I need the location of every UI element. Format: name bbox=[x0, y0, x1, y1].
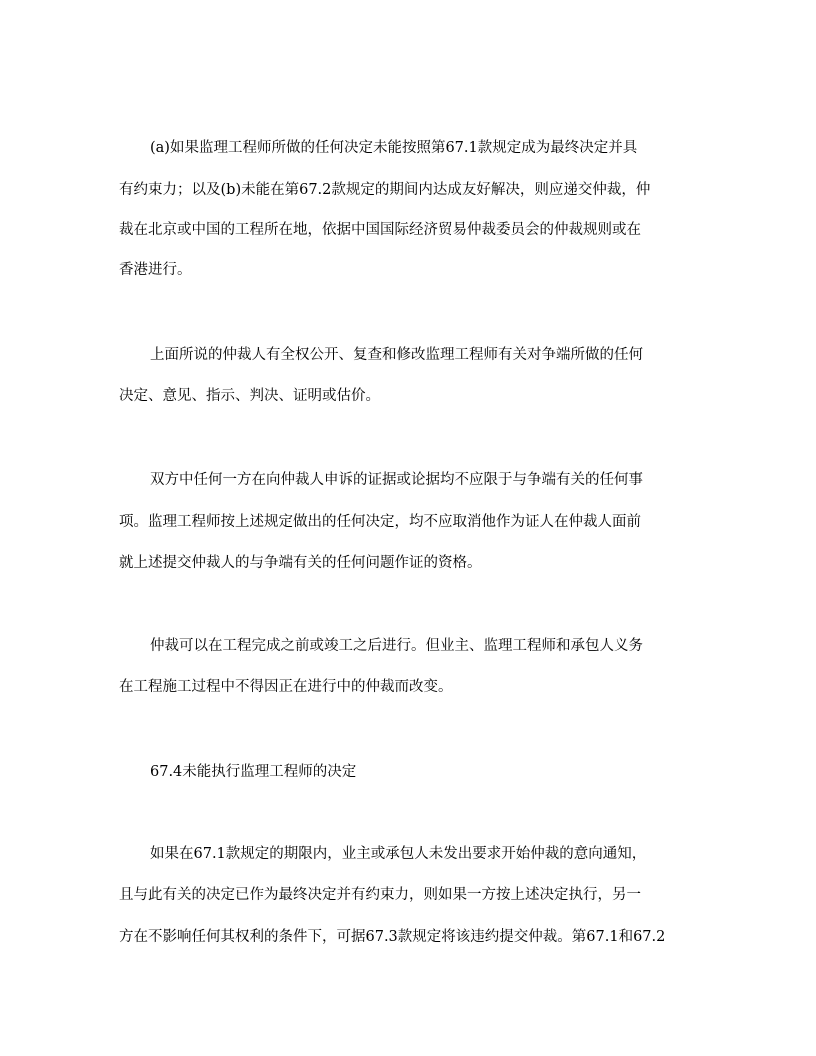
paragraph-line: 仲裁可以在工程完成之前或竣工之后进行。但业主、监理工程师和承包人义务 bbox=[150, 638, 643, 654]
paragraph-line: 就上述提交仲裁人的与争端有关的任何问题作证的资格。 bbox=[119, 555, 482, 571]
section-heading: 67.4未能执行监理工程师的决定 bbox=[150, 764, 357, 780]
paragraph-line: 项。监理工程师按上述规定做出的任何决定，均不应取消他作为证人在仲裁人面前 bbox=[119, 514, 641, 530]
paragraph-line: 在工程施工过程中不得因正在进行中的仲裁而改变。 bbox=[119, 679, 453, 695]
paragraph-line: 且与此有关的决定已作为最终决定并有约束力，则如果一方按上述决定执行，另一 bbox=[119, 887, 641, 903]
paragraph-line: 有约束力；以及(b)未能在第67.2款规定的期间内达成友好解决，则应递交仲裁，仲 bbox=[119, 182, 651, 198]
paragraph-line: 方在不影响任何其权利的条件下，可据67.3款规定将该违约提交仲裁。第67.1和67.2 bbox=[119, 929, 666, 945]
paragraph-line: 决定、意见、指示、判决、证明或估价。 bbox=[119, 388, 380, 404]
paragraph-line: 上面所说的仲裁人有全权公开、复查和修改监理工程师有关对争端所做的任何 bbox=[150, 347, 643, 363]
paragraph-line: 裁在北京或中国的工程所在地，依据中国国际经济贸易仲裁委员会的仲裁规则或在 bbox=[119, 222, 641, 238]
paragraph-line: (a)如果监理工程师所做的任何决定未能按照第67.1款规定成为最终决定并具 bbox=[150, 140, 638, 156]
paragraph-line: 双方中任何一方在向仲裁人申诉的证据或论据均不应限于与争端有关的任何事 bbox=[150, 472, 643, 488]
paragraph-line: 香港进行。 bbox=[119, 262, 192, 278]
paragraph-line: 如果在67.1款规定的期限内，业主或承包人未发出要求开始仲裁的意向通知， bbox=[150, 846, 647, 862]
